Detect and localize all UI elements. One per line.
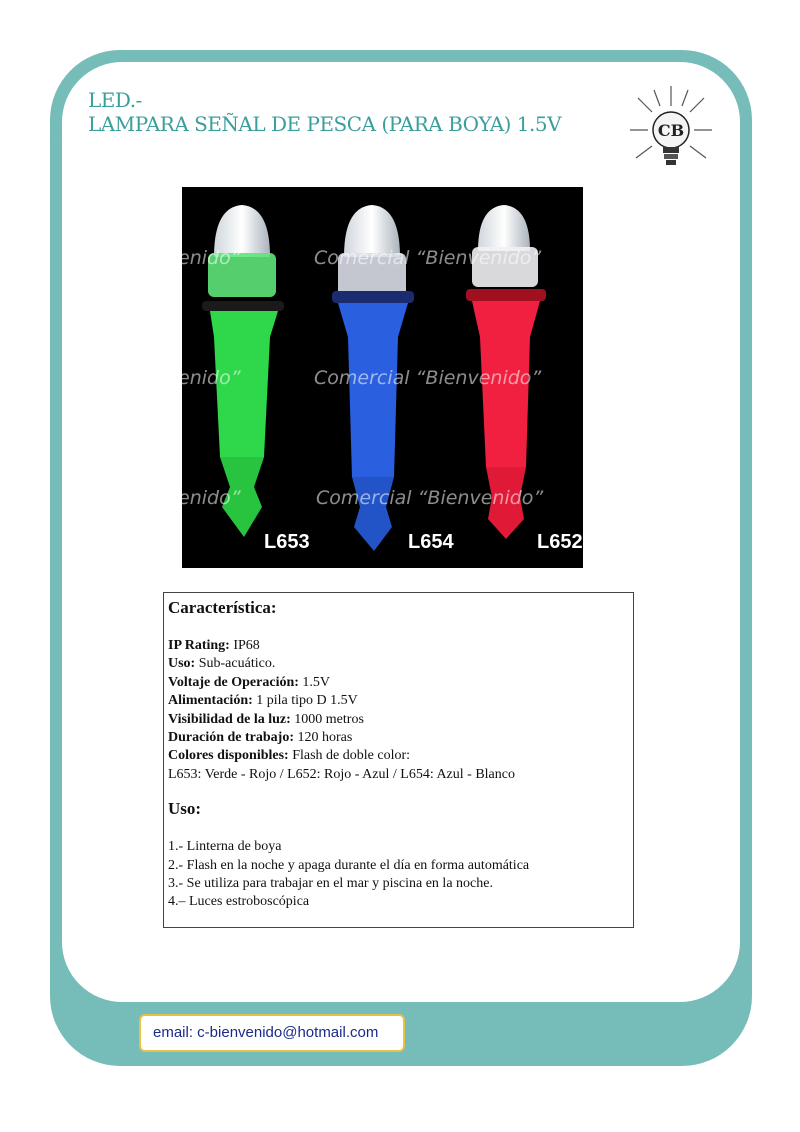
usage-item: 4.– Luces estroboscópica — [168, 894, 310, 910]
spec-value: 1.5V — [298, 674, 331, 690]
spec-value: Sub-acuático. — [195, 656, 276, 672]
side-watermark: “ — [742, 960, 751, 979]
watermark: Comercial “Bienvenido” — [314, 367, 542, 389]
spec-value: 1000 metros — [290, 711, 364, 727]
characteristics-heading: Característica: — [168, 598, 277, 617]
spec-value: 1 pila tipo D 1.5V — [252, 693, 358, 709]
svg-text:CB: CB — [657, 121, 685, 140]
spec-value: Flash de doble color: — [288, 748, 411, 764]
spec-row-visibility — [168, 711, 629, 729]
watermark: enido” — [178, 367, 241, 389]
spec-label: IP Rating: — [168, 638, 230, 653]
characteristics-box — [163, 592, 634, 928]
spec-row-voltage — [168, 674, 629, 692]
model-label-l653: L653 — [264, 531, 310, 553]
email-contact-link[interactable]: email: c-bienvenido@hotmail.com — [139, 1014, 405, 1052]
spec-label: Duración de trabajo: — [168, 730, 294, 746]
page-title — [88, 88, 561, 136]
side-watermark: “ — [742, 370, 751, 389]
usage-item: 1.- Linterna de boya — [168, 839, 282, 855]
product-photo — [178, 187, 583, 568]
spec-row-duration — [168, 729, 629, 747]
model-label-l652: L652 — [537, 531, 583, 553]
spec-value: 120 horas — [294, 730, 353, 746]
side-watermark: “ — [742, 128, 751, 147]
spec-row-uso — [168, 655, 629, 673]
spec-label: Voltaje de Operación: — [168, 674, 299, 690]
watermark: enido” — [178, 487, 241, 509]
model-label-l654: L654 — [408, 531, 454, 553]
spec-value: IP68 — [229, 638, 260, 653]
side-watermark: “ — [742, 610, 751, 629]
spec-label: Visibilidad de la luz: — [168, 711, 291, 727]
spec-row-ip-rating — [168, 637, 629, 655]
usage-item: 2.- Flash en la noche y apaga durante el día en forma automática — [168, 857, 530, 873]
lightbulb-logo-icon — [628, 84, 714, 180]
watermark: Comercial “Bienvenido” — [316, 487, 544, 509]
spec-label: Alimentación: — [168, 693, 253, 709]
spec-row-colors — [168, 747, 629, 765]
spec-row-power — [168, 692, 629, 710]
color-combinations: L653: Verde - Rojo / L652: Rojo - Azul / L654: Azul - Blanco — [168, 766, 515, 782]
spec-label: Colores disponibles: — [168, 748, 289, 764]
title-line-1: LED.- — [88, 88, 142, 112]
side-watermark: “ — [52, 136, 61, 155]
usage-heading: Uso: — [168, 799, 202, 819]
watermark: Comercial “Bienvenido” — [314, 247, 542, 269]
title-line-2: LAMPARA SEÑAL DE PESCA (PARA BOYA) 1.5V — [88, 112, 562, 136]
side-watermark: “ — [742, 250, 751, 269]
spec-label: Uso: — [168, 656, 196, 672]
usage-item: 3.- Se utiliza para trabajar en el mar y piscina en la noche. — [168, 876, 493, 892]
watermark: enido” — [178, 247, 241, 269]
